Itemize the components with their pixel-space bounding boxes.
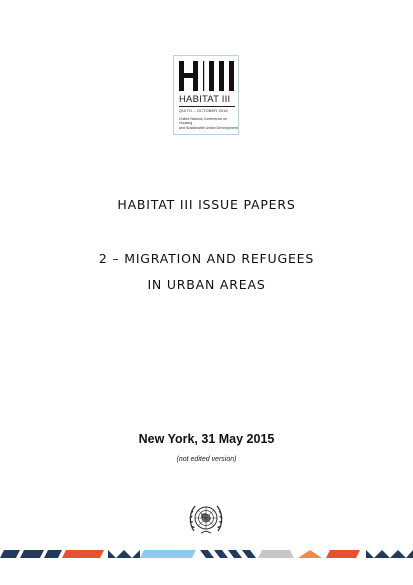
- logo-description-line-1: United Nations Conference on Housing: [179, 117, 228, 126]
- logo-description-line-2: and Sustainable Urban Development: [179, 125, 238, 130]
- version-note: (not edited version): [176, 456, 237, 463]
- logo-description: [179, 117, 239, 130]
- paper-title-line-1: 2 – MIGRATION AND REFUGEES: [98, 251, 315, 266]
- paper-title-line-2: IN URBAN AREAS: [147, 277, 266, 292]
- decorative-footer-band: [0, 548, 413, 560]
- series-title: HABITAT III ISSUE PAPERS: [117, 197, 296, 212]
- un-emblem-icon: [187, 500, 225, 538]
- logo-title: HABITAT III: [179, 94, 231, 105]
- habitat-logo-mark-icon: [179, 61, 235, 91]
- place-date: New York, 31 May 2015: [138, 432, 275, 446]
- habitat-iii-logo: [173, 55, 239, 135]
- logo-subtitle: QUITO – OCTOBER 2016: [179, 108, 228, 113]
- logo-divider: [179, 106, 235, 107]
